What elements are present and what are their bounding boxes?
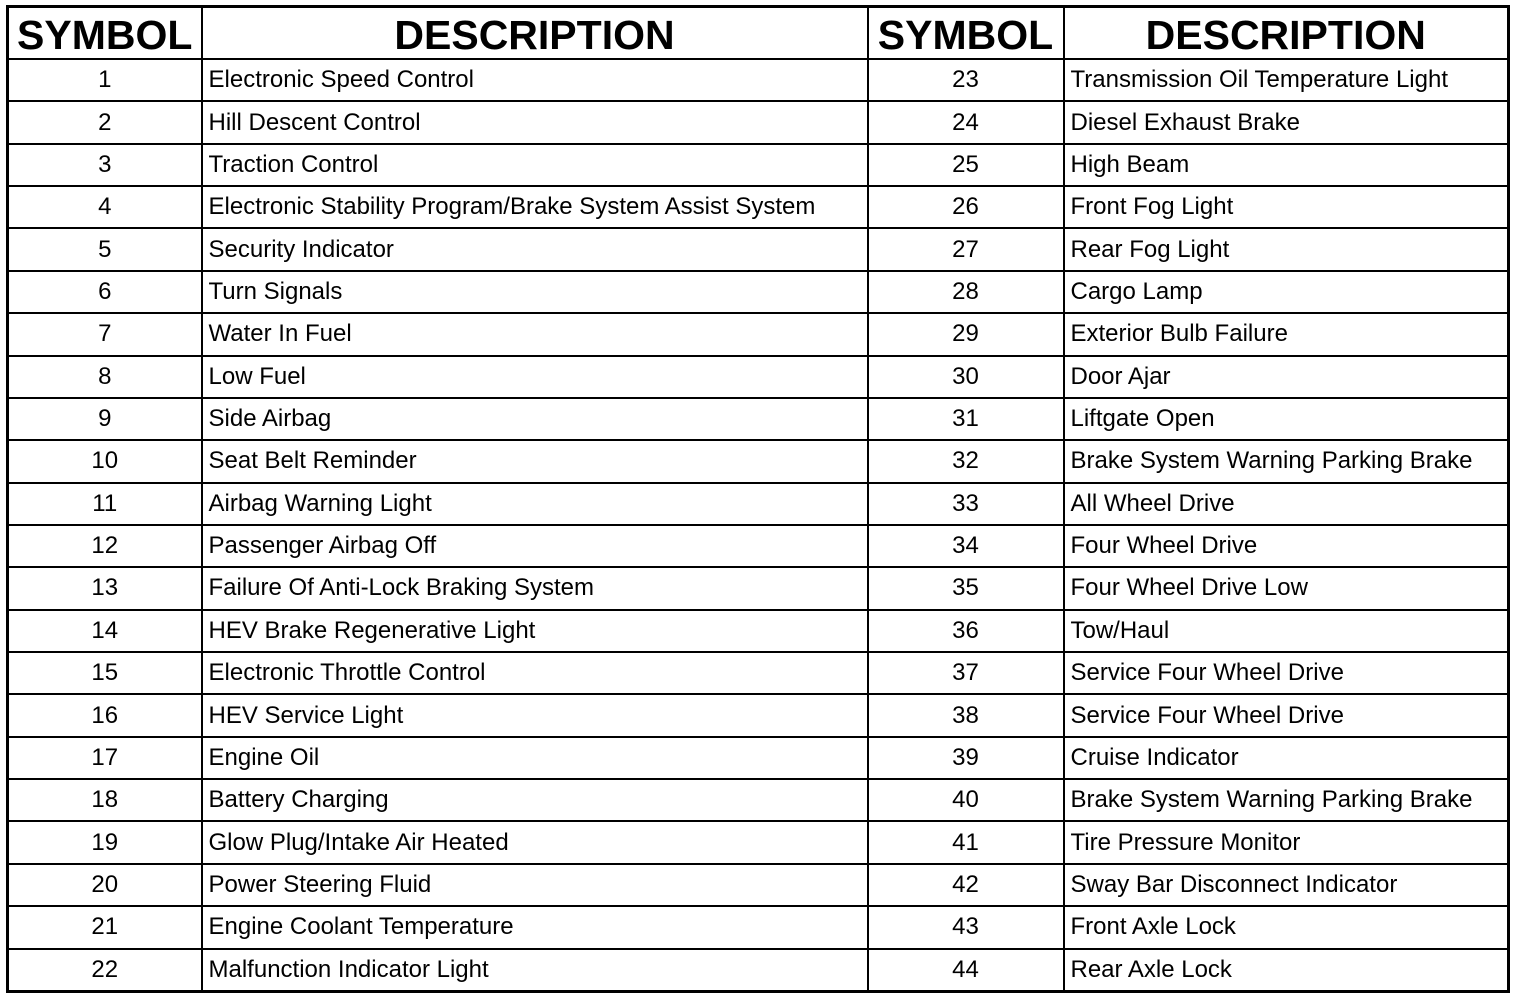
right-symbol-cell: 27 — [868, 228, 1064, 270]
left-symbol-cell: 14 — [8, 610, 202, 652]
right-symbol-cell: 34 — [868, 525, 1064, 567]
right-description-cell: Service Four Wheel Drive — [1064, 694, 1509, 736]
table-row — [8, 567, 1509, 609]
left-symbol-cell: 5 — [8, 228, 202, 270]
right-symbol-cell: 30 — [868, 356, 1064, 398]
symbol-description-table — [6, 5, 1510, 993]
left-symbol-cell: 4 — [8, 186, 202, 228]
table-row — [8, 101, 1509, 143]
table-row — [8, 610, 1509, 652]
right-description-cell: Front Axle Lock — [1064, 906, 1509, 948]
left-symbol-cell: 1 — [8, 59, 202, 101]
right-symbol-cell: 40 — [868, 779, 1064, 821]
right-symbol-cell: 33 — [868, 483, 1064, 525]
right-symbol-cell: 44 — [868, 949, 1064, 992]
table-row — [8, 144, 1509, 186]
right-symbol-cell: 31 — [868, 398, 1064, 440]
right-description-cell: Door Ajar — [1064, 356, 1509, 398]
right-description-cell: Liftgate Open — [1064, 398, 1509, 440]
table-body — [8, 59, 1509, 992]
left-symbol-cell: 17 — [8, 737, 202, 779]
left-symbol-cell: 16 — [8, 694, 202, 736]
left-symbol-cell: 9 — [8, 398, 202, 440]
table-row — [8, 525, 1509, 567]
left-symbol-cell: 21 — [8, 906, 202, 948]
right-symbol-cell: 39 — [868, 737, 1064, 779]
right-description-cell: Tow/Haul — [1064, 610, 1509, 652]
header-symbol-left: SYMBOL — [8, 7, 202, 60]
right-symbol-cell: 41 — [868, 821, 1064, 863]
left-description-cell: Traction Control — [202, 144, 868, 186]
left-description-cell: Electronic Stability Program/Brake System Assist System — [202, 186, 868, 228]
right-description-cell: Rear Axle Lock — [1064, 949, 1509, 992]
left-description-cell: Turn Signals — [202, 271, 868, 313]
right-description-cell: Transmission Oil Temperature Light — [1064, 59, 1509, 101]
left-symbol-cell: 15 — [8, 652, 202, 694]
left-symbol-cell: 19 — [8, 821, 202, 863]
table-row — [8, 949, 1509, 992]
table-row — [8, 59, 1509, 101]
left-description-cell: Engine Oil — [202, 737, 868, 779]
left-symbol-cell: 22 — [8, 949, 202, 992]
table-row — [8, 864, 1509, 906]
header-row — [8, 7, 1509, 60]
left-symbol-cell: 13 — [8, 567, 202, 609]
table-row — [8, 906, 1509, 948]
table-row — [8, 313, 1509, 355]
right-description-cell: Rear Fog Light — [1064, 228, 1509, 270]
right-description-cell: Four Wheel Drive — [1064, 525, 1509, 567]
table-row — [8, 694, 1509, 736]
left-description-cell: Battery Charging — [202, 779, 868, 821]
left-description-cell: Malfunction Indicator Light — [202, 949, 868, 992]
right-symbol-cell: 24 — [868, 101, 1064, 143]
left-description-cell: Electronic Throttle Control — [202, 652, 868, 694]
left-description-cell: Failure Of Anti-Lock Braking System — [202, 567, 868, 609]
header-description-left: DESCRIPTION — [202, 7, 868, 60]
header-description-right: DESCRIPTION — [1064, 7, 1509, 60]
left-symbol-cell: 18 — [8, 779, 202, 821]
table-row — [8, 271, 1509, 313]
table-row — [8, 821, 1509, 863]
right-symbol-cell: 28 — [868, 271, 1064, 313]
right-description-cell: Sway Bar Disconnect Indicator — [1064, 864, 1509, 906]
right-symbol-cell: 29 — [868, 313, 1064, 355]
right-description-cell: Brake System Warning Parking Brake — [1064, 779, 1509, 821]
table-row — [8, 483, 1509, 525]
left-description-cell: Glow Plug/Intake Air Heated — [202, 821, 868, 863]
right-symbol-cell: 42 — [868, 864, 1064, 906]
right-description-cell: Service Four Wheel Drive — [1064, 652, 1509, 694]
right-description-cell: All Wheel Drive — [1064, 483, 1509, 525]
right-description-cell: Diesel Exhaust Brake — [1064, 101, 1509, 143]
left-symbol-cell: 3 — [8, 144, 202, 186]
left-symbol-cell: 20 — [8, 864, 202, 906]
right-symbol-cell: 36 — [868, 610, 1064, 652]
table-row — [8, 779, 1509, 821]
right-symbol-cell: 26 — [868, 186, 1064, 228]
table-row — [8, 440, 1509, 482]
left-symbol-cell: 6 — [8, 271, 202, 313]
left-description-cell: Engine Coolant Temperature — [202, 906, 868, 948]
left-description-cell: HEV Service Light — [202, 694, 868, 736]
table-row — [8, 652, 1509, 694]
right-symbol-cell: 23 — [868, 59, 1064, 101]
right-symbol-cell: 35 — [868, 567, 1064, 609]
right-symbol-cell: 38 — [868, 694, 1064, 736]
table-row — [8, 398, 1509, 440]
left-symbol-cell: 12 — [8, 525, 202, 567]
right-description-cell: Tire Pressure Monitor — [1064, 821, 1509, 863]
table-row — [8, 737, 1509, 779]
left-description-cell: Passenger Airbag Off — [202, 525, 868, 567]
right-description-cell: Cargo Lamp — [1064, 271, 1509, 313]
right-symbol-cell: 43 — [868, 906, 1064, 948]
left-symbol-cell: 8 — [8, 356, 202, 398]
right-symbol-cell: 25 — [868, 144, 1064, 186]
right-description-cell: High Beam — [1064, 144, 1509, 186]
left-description-cell: Hill Descent Control — [202, 101, 868, 143]
left-description-cell: Low Fuel — [202, 356, 868, 398]
left-symbol-cell: 7 — [8, 313, 202, 355]
right-description-cell: Four Wheel Drive Low — [1064, 567, 1509, 609]
left-symbol-cell: 10 — [8, 440, 202, 482]
left-description-cell: Side Airbag — [202, 398, 868, 440]
table-row — [8, 228, 1509, 270]
header-symbol-right: SYMBOL — [868, 7, 1064, 60]
right-symbol-cell: 32 — [868, 440, 1064, 482]
right-description-cell: Cruise Indicator — [1064, 737, 1509, 779]
table-header — [8, 7, 1509, 60]
right-description-cell: Brake System Warning Parking Brake — [1064, 440, 1509, 482]
right-symbol-cell: 37 — [868, 652, 1064, 694]
left-description-cell: Power Steering Fluid — [202, 864, 868, 906]
left-symbol-cell: 11 — [8, 483, 202, 525]
left-description-cell: Security Indicator — [202, 228, 868, 270]
left-description-cell: Electronic Speed Control — [202, 59, 868, 101]
table-row — [8, 186, 1509, 228]
left-description-cell: HEV Brake Regenerative Light — [202, 610, 868, 652]
right-description-cell: Front Fog Light — [1064, 186, 1509, 228]
table-row — [8, 356, 1509, 398]
right-description-cell: Exterior Bulb Failure — [1064, 313, 1509, 355]
left-symbol-cell: 2 — [8, 101, 202, 143]
left-description-cell: Water In Fuel — [202, 313, 868, 355]
left-description-cell: Seat Belt Reminder — [202, 440, 868, 482]
left-description-cell: Airbag Warning Light — [202, 483, 868, 525]
